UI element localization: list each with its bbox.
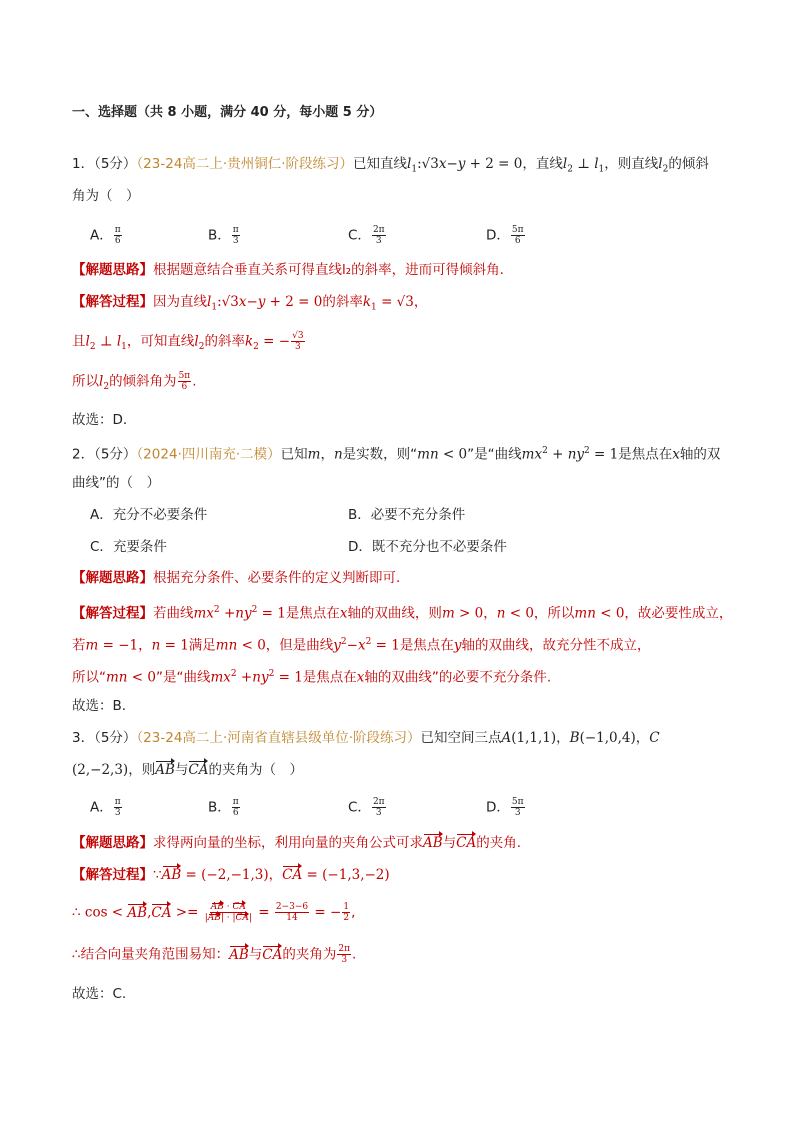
q3-option-b[interactable]: B． $\frac{\pi}{6}$ bbox=[208, 797, 239, 818]
q2-process-line2: 若m = −1，n = 1满足mn < 0，但是曲线$y^2-x^2 = 1$是焦点在y轴的双曲线，故充分性不成立， bbox=[72, 637, 651, 654]
q1-source: （23-24高二上·贵州铜仁·阶段练习） bbox=[136, 156, 353, 172]
q2-process-line3: 所以“mn < 0”是“曲线$mx^2 +ny^2 = 1$是焦点在x轴的双曲线”的必要不充分条件. bbox=[72, 669, 552, 686]
q1-number: 1．（5分） bbox=[72, 156, 137, 172]
q2-option-a[interactable]: A．充分不必要条件 bbox=[90, 507, 208, 523]
q1-process-line3: 所以$l_2$的倾斜角为 $\frac{5\pi}{6}$ . bbox=[72, 371, 197, 393]
q3-idea: 【解题思路】求得两向量的坐标，利用向量的夹角公式可求AB与CA的夹角. bbox=[72, 835, 522, 851]
q3-stem: 3．（5分）（23-24高二上·河南省直辖县级单位·阶段练习）已知空间三点A(1,1,1)，B(−1,0,4)，C bbox=[72, 730, 660, 746]
q1-stem: 1．（5分）（23-24高二上·贵州铜仁·阶段练习）已知直线$l_1:√3x-y + 2 = 0$，直线$l_2$ ⊥ $l_1$，则直线$l_2$的倾斜 bbox=[72, 156, 709, 175]
q1-idea: 【解题思路】根据题意结合垂直关系可得直线l₂的斜率，进而可得倾斜角. bbox=[72, 262, 504, 278]
q3-process-line3: ∴结合向量夹角范围易知：AB与CA的夹角为 $\frac{2\pi}{3}$ . bbox=[72, 944, 357, 965]
q2-stem: 2．（5分）（2024·四川南充·二模）已知m，n是实数，则“mn < 0”是“曲线$mx^2 + ny^2 = 1$是焦点在x轴的双 bbox=[72, 446, 721, 463]
q3-stem-line2: (2,−2,3)，则AB与CA的夹角为（ ） bbox=[72, 762, 303, 778]
q2-idea: 【解题思路】根据充分条件、必要条件的定义判断即可. bbox=[72, 570, 401, 586]
q1-option-c[interactable]: C． $\frac{2\pi}{3}$ bbox=[348, 225, 385, 246]
q1-option-b[interactable]: B． $\frac{\pi}{3}$ bbox=[208, 225, 239, 246]
q1-process-line2: 且$l_2$ ⊥ $l_1$，可知直线$l_2$的斜率$k_2$ = − $\frac{√3}{3}$ bbox=[72, 331, 304, 353]
q3-process: 【解答过程】∵AB = (−2,−1,3)，CA = (−1,3,−2) bbox=[72, 867, 390, 883]
q3-option-c[interactable]: C． $\frac{2\pi}{3}$ bbox=[348, 797, 385, 818]
q2-option-c[interactable]: C．充要条件 bbox=[90, 539, 167, 555]
q1-answer: 故选：D. bbox=[72, 412, 128, 428]
q2-stem-line2: 曲线”的（ ） bbox=[72, 475, 160, 491]
q1-idea-tag: 【解题思路】 bbox=[72, 262, 153, 278]
q2-answer: 故选：B. bbox=[72, 698, 127, 714]
q1-stem-line2: 角为（ ） bbox=[72, 188, 140, 204]
q1-option-a[interactable]: A． $\frac{\pi}{6}$ bbox=[90, 225, 121, 246]
q1-option-d[interactable]: D． $\frac{5\pi}{6}$ bbox=[486, 225, 524, 246]
q3-answer: 故选：C. bbox=[72, 986, 127, 1002]
q2-option-d[interactable]: D．既不充分也不必要条件 bbox=[348, 539, 507, 555]
q2-option-b[interactable]: B．必要不充分条件 bbox=[348, 507, 466, 523]
q1-process: 【解答过程】因为直线$l_1:√3x-y + 2 = 0$的斜率$k_1 = √3$， bbox=[72, 294, 428, 313]
q3-process-line2: ∴ cos < AB,CA >= $\frac{AB \cdot CA}{|AB| \cdot |CA|}$ = $\frac{2-3-6}{14}$ = − $\frac{1}{2}$ , bbox=[72, 902, 356, 923]
q2-process: 【解答过程】若曲线$mx^2 +ny^2 = 1$是焦点在x轴的双曲线，则m > 0，n < 0，所以mn < 0，故必要性成立， bbox=[72, 605, 733, 622]
q3-option-d[interactable]: D． $\frac{5\pi}{3}$ bbox=[486, 797, 524, 818]
q3-option-a[interactable]: A． $\frac{\pi}{3}$ bbox=[90, 797, 121, 818]
section-title: 一、选择题（共 8 小题，满分 40 分，每小题 5 分） bbox=[72, 105, 383, 120]
